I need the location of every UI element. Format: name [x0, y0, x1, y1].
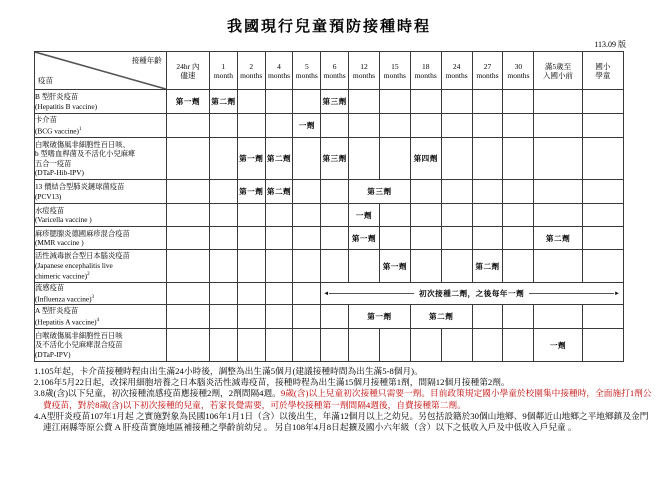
empty-cell	[166, 283, 209, 305]
empty-cell	[441, 90, 472, 114]
bcg-dose-cell: 一劑	[293, 114, 321, 138]
empty-cell	[410, 180, 441, 204]
empty-cell	[503, 204, 534, 227]
empty-cell	[472, 305, 503, 329]
empty-cell	[237, 204, 265, 227]
age-column-header-0: 24hr 內 儘速	[166, 52, 209, 90]
footnote-text: 3.8歲(含)以下兒童，初次接種流感疫苗應接種2劑，2劑間隔4週。	[34, 388, 281, 399]
empty-cell	[534, 250, 582, 283]
empty-cell	[166, 204, 209, 227]
empty-cell	[210, 227, 238, 250]
arrow-left-icon: ◄	[323, 290, 330, 297]
empty-cell	[582, 250, 623, 283]
mmr-dose-cell: 第一劑	[349, 227, 380, 250]
age-column-header-3: 4 months	[265, 52, 293, 90]
empty-cell	[379, 227, 410, 250]
vaccine-row-dtap-hib-ipv	[35, 138, 624, 180]
empty-cell	[534, 305, 582, 329]
pcv13-dose-cell: 第一劑	[237, 180, 265, 204]
empty-cell	[321, 329, 349, 362]
age-column-header-13: 國小 學童	[582, 52, 623, 90]
mmr-label: 麻疹腮腺炎德國麻疹混合疫苗 (MMR vaccine )	[35, 227, 167, 250]
pcv13-label: 13 價結合型肺炎鏈球菌疫苗 (PCV13)	[35, 180, 167, 204]
empty-cell	[582, 305, 623, 329]
empty-cell	[472, 329, 503, 362]
empty-cell	[472, 90, 503, 114]
empty-cell	[237, 227, 265, 250]
empty-cell	[582, 204, 623, 227]
bcg-label: 卡介苗 (BCG vaccine)$^1$	[35, 114, 167, 138]
empty-cell	[379, 138, 410, 180]
empty-cell	[321, 250, 349, 283]
varicella-dose-cell: 一劑	[349, 204, 380, 227]
empty-cell	[237, 114, 265, 138]
empty-cell	[379, 204, 410, 227]
age-column-header-1: 1 month	[210, 52, 238, 90]
empty-cell	[410, 227, 441, 250]
empty-cell	[472, 204, 503, 227]
empty-cell	[237, 90, 265, 114]
japanese-encephalitis-dose-cell: 第二劑	[472, 250, 503, 283]
empty-cell	[210, 305, 238, 329]
empty-cell	[166, 180, 209, 204]
hepatitis-b-dose-cell: 第二劑	[210, 90, 238, 114]
empty-cell	[293, 250, 321, 283]
empty-cell	[265, 329, 293, 362]
empty-cell	[210, 138, 238, 180]
footnote-text: 1.105年起，卡介苗接種時程由出生滿24小時後，調整為出生滿5個月(建議接種時間為出生滿5-8個月)。	[34, 366, 423, 376]
empty-cell	[441, 180, 472, 204]
empty-cell	[293, 283, 321, 305]
arrow-line	[329, 293, 414, 294]
empty-cell	[166, 305, 209, 329]
document-page	[0, 15, 658, 485]
empty-cell	[293, 138, 321, 180]
empty-cell	[582, 138, 623, 180]
double-arrow	[321, 288, 623, 299]
empty-cell	[534, 114, 582, 138]
hepatitis-b-dose-cell: 第三劑	[321, 90, 349, 114]
footnote-text: 4.A型肝炎疫苗107年1月起 之實施對象為民國106年1月1日（含）以後出生，年滿12個月以上之幼兒。另包括設籍於30個山地鄉、9個鄰近山地鄉之平地鄉鎮及金門連江兩縣等原公費 A 肝疫苗實施地區補接種之學齡前幼兒 。 另自108年4月8日起擴及國小六年級（含）以下之低收入戶及中低收入戶兒童 。	[34, 410, 649, 433]
dtap-hib-ipv-dose-cell: 第一劑	[237, 138, 265, 180]
mmr-dose-cell: 第二劑	[534, 227, 582, 250]
empty-cell	[265, 305, 293, 329]
age-column-header-5: 6 months	[321, 52, 349, 90]
empty-cell	[379, 329, 410, 362]
empty-cell	[166, 227, 209, 250]
dtap-hib-ipv-dose-cell: 第三劑	[321, 138, 349, 180]
empty-cell	[582, 227, 623, 250]
japanese-encephalitis-label: 活性減毒嵌合型日本腦炎疫苗 (Japanese encephalitis live chimeric vaccine)$^2$	[35, 250, 167, 283]
empty-cell	[210, 180, 238, 204]
footnote-red-text: 9歲(含)以上兒童初次接種只需要一劑。目前政策規定國小學童於校園集中接種時，全面施打1劑公費疫苗，對於8歲(含)以下初次接種的兒童，若家長覺需要，可於學校接種第一劑間隔4週後，自費接種第二劑。	[43, 388, 652, 410]
age-column-header-2: 2 months	[237, 52, 265, 90]
empty-cell	[293, 227, 321, 250]
footnote-4	[34, 411, 654, 433]
empty-cell	[210, 329, 238, 362]
empty-cell	[410, 329, 441, 362]
empty-cell	[410, 204, 441, 227]
empty-cell	[210, 250, 238, 283]
empty-cell	[441, 250, 472, 283]
age-column-header-10: 27 months	[472, 52, 503, 90]
empty-cell	[503, 180, 534, 204]
footnote-1	[34, 366, 654, 377]
footnote-2	[34, 377, 654, 388]
age-column-header-4: 5 months	[293, 52, 321, 90]
influenza-schedule-cell	[321, 283, 624, 305]
empty-cell	[321, 204, 349, 227]
empty-cell	[534, 138, 582, 180]
empty-cell	[441, 114, 472, 138]
varicella-label: 水痘疫苗 (Varicella vaccine )	[35, 204, 167, 227]
dtap-hib-ipv-dose-cell: 第二劑	[265, 138, 293, 180]
page-title: 我國現行兒童預防接種時程	[226, 19, 431, 35]
empty-cell	[293, 90, 321, 114]
empty-cell	[210, 204, 238, 227]
empty-cell	[472, 138, 503, 180]
dtap-hib-ipv-dose-cell: 第四劑	[410, 138, 441, 180]
hepatitis-a-label: A 型肝炎疫苗 (Hepatitis A vaccine)$^4$	[35, 305, 167, 329]
empty-cell	[441, 204, 472, 227]
empty-cell	[210, 114, 238, 138]
age-column-header-12: 滿5歲至 入國小前	[534, 52, 582, 90]
empty-cell	[265, 90, 293, 114]
dtap-ipv-label: 白喉破傷風非細胞性百日咳 及不活化小兒麻痺混合疫苗 (DTaP-IPV)	[35, 329, 167, 362]
empty-cell	[321, 114, 349, 138]
empty-cell	[349, 138, 380, 180]
footnotes	[34, 366, 654, 433]
empty-cell	[349, 250, 380, 283]
corner-cell	[35, 52, 167, 90]
age-column-header-9: 24 months	[441, 52, 472, 90]
corner-age-label: 接種年齡	[131, 56, 162, 65]
influenza-label: 流感疫苗 (Influenza vaccine)$^3$	[35, 283, 167, 305]
empty-cell	[503, 250, 534, 283]
empty-cell	[534, 90, 582, 114]
empty-cell	[410, 90, 441, 114]
vaccine-row-varicella	[35, 204, 624, 227]
empty-cell	[321, 227, 349, 250]
empty-cell	[265, 204, 293, 227]
empty-cell	[582, 180, 623, 204]
empty-cell	[582, 90, 623, 114]
empty-cell	[441, 227, 472, 250]
empty-cell	[582, 329, 623, 362]
empty-cell	[472, 114, 503, 138]
hepatitis-a-dose-cell: 第二劑	[410, 305, 472, 329]
empty-cell	[410, 114, 441, 138]
empty-cell	[379, 90, 410, 114]
empty-cell	[503, 329, 534, 362]
dtap-hib-ipv-label: 白喉破傷風非細胞性百日咳、 b 型嗜血桿菌及不活化小兒麻痺 五合一疫苗 (DTaP-Hib-IPV)	[35, 138, 167, 180]
empty-cell	[293, 329, 321, 362]
empty-cell	[534, 180, 582, 204]
age-column-header-11: 30 months	[503, 52, 534, 90]
empty-cell	[265, 227, 293, 250]
vaccine-row-hepatitis-b	[35, 90, 624, 114]
empty-cell	[293, 204, 321, 227]
empty-cell	[166, 114, 209, 138]
vaccine-row-hepatitis-a	[35, 305, 624, 329]
version-label: 113.09 版	[594, 40, 626, 49]
empty-cell	[265, 283, 293, 305]
empty-cell	[349, 329, 380, 362]
empty-cell	[472, 227, 503, 250]
empty-cell	[293, 180, 321, 204]
empty-cell	[349, 90, 380, 114]
japanese-encephalitis-dose-cell: 第一劑	[379, 250, 410, 283]
empty-cell	[321, 305, 349, 329]
vaccine-row-pcv13	[35, 180, 624, 204]
empty-cell	[293, 305, 321, 329]
empty-cell	[265, 250, 293, 283]
pcv13-dose-cell: 第二劑	[265, 180, 293, 204]
empty-cell	[321, 180, 349, 204]
footnote-3	[34, 388, 654, 410]
hepatitis-a-dose-cell: 第一劑	[349, 305, 411, 329]
age-column-header-7: 15 months	[379, 52, 410, 90]
empty-cell	[265, 114, 293, 138]
vaccine-row-japanese-encephalitis	[35, 250, 624, 283]
empty-cell	[441, 138, 472, 180]
vaccine-row-bcg	[35, 114, 624, 138]
pcv13-dose-cell: 第三劑	[349, 180, 411, 204]
empty-cell	[349, 114, 380, 138]
vaccination-schedule-table	[34, 51, 624, 362]
empty-cell	[503, 138, 534, 180]
vaccine-row-mmr	[35, 227, 624, 250]
vaccine-row-influenza	[35, 283, 624, 305]
empty-cell	[503, 90, 534, 114]
footnote-text: 2.106年5月22日起，改採用細胞培養之日本腦炎活性減毒疫苗，接種時程為出生滿15個月接種第1劑，間隔12個月接種第2劑。	[34, 377, 510, 388]
empty-cell	[410, 250, 441, 283]
arrow-text: 初次接種二劑，之後每年一劑	[419, 289, 525, 298]
empty-cell	[237, 250, 265, 283]
arrow-line	[529, 293, 614, 294]
age-column-header-6: 12 months	[349, 52, 380, 90]
empty-cell	[534, 204, 582, 227]
arrow-right-icon: ►	[614, 290, 620, 297]
empty-cell	[472, 180, 503, 204]
corner-vaccine-label: 疫苗	[38, 76, 53, 85]
vaccine-row-dtap-ipv	[35, 329, 624, 362]
empty-cell	[503, 114, 534, 138]
empty-cell	[166, 329, 209, 362]
empty-cell	[503, 227, 534, 250]
empty-cell	[166, 250, 209, 283]
empty-cell	[237, 305, 265, 329]
empty-cell	[210, 283, 238, 305]
age-column-header-8: 18 months	[410, 52, 441, 90]
empty-cell	[582, 114, 623, 138]
dtap-ipv-dose-cell: 一劑	[534, 329, 582, 362]
empty-cell	[441, 329, 472, 362]
empty-cell	[503, 305, 534, 329]
hepatitis-b-label: B 型肝炎疫苗 (Hepatitis B vaccine)	[35, 90, 167, 114]
empty-cell	[237, 329, 265, 362]
hepatitis-b-dose-cell: 第一劑	[166, 90, 209, 114]
empty-cell	[379, 114, 410, 138]
empty-cell	[237, 283, 265, 305]
empty-cell	[166, 138, 209, 180]
